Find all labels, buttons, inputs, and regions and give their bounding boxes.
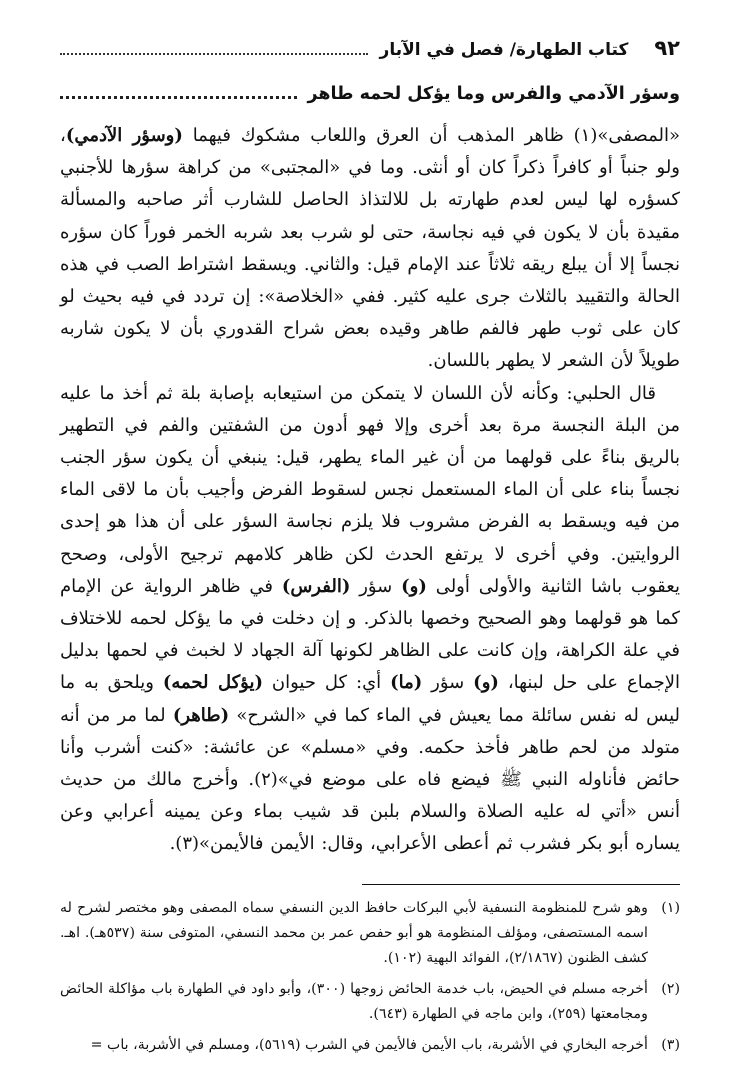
text-run: (٣) bbox=[175, 833, 200, 855]
footnote-number: (١) bbox=[661, 900, 680, 916]
footnote-separator bbox=[362, 884, 680, 885]
body-text bbox=[60, 120, 680, 861]
text-run: أي: كل حيوان bbox=[263, 672, 391, 694]
heading-dotted-leader bbox=[60, 84, 297, 99]
bold-term: (الفرس) bbox=[281, 575, 351, 597]
footnote bbox=[60, 1033, 680, 1058]
bold-term: (و) bbox=[401, 575, 427, 597]
text-run: قال الحلبي: وكأنه لأن اللسان لا يتمكن من استيعابه بإصابة بلة ثم أخذ ما عليه من البلة النجسة مرة بعد أخرى وإلا فهو أدون من الشفتين والفم في التطهير بالريق بناءً على قولهما من أن غير الماء يطهر، قيل: ينبغي أن يكون سؤر الجنب نجساً بناء على أن الماء المستعمل نجس لسقوط الفرض وأجيب بأن ما لاقى الماء من فيه ويسقط به الفرض مشروب فلا يلزم نجاسة السؤر على أن هذا هو إحدى الروايتين. وفي أخرى لا يرتفع الحدث لكن ظاهر كلامهم ترجيح الأولى، وصحح يعقوب باشا الثانية والأولى أولى bbox=[60, 382, 680, 597]
text-run: لما مر من أنه متولد من لحم طاهر فأخذ حكمه. وفي «مسلم» عن عائشة: «كنت أشرب وأنا حائض فأناوله النبي ﷺ فيضع فاه على موضع في» bbox=[60, 704, 680, 791]
text-run: «المصفى» bbox=[597, 125, 680, 146]
running-header bbox=[60, 36, 680, 68]
paragraph bbox=[60, 120, 680, 378]
text-run: . وأخرج مالك من حديث أنس «أتي له عليه الصلاة والسلام بلبن قد شيب بماء وعن يمينه أعرابي وعن يساره أبو بكر فشرب ثم أعطى الأعرابي، وقال: الأيمن فالأيمن» bbox=[60, 769, 680, 855]
running-title: كتاب الطهارة/ فصل في الآبار bbox=[379, 40, 629, 60]
page-number: ٩٢ bbox=[654, 36, 680, 60]
bold-term: (وسؤر الآدمي) bbox=[65, 125, 183, 146]
text-run: ظاهر المذهب أن العرق واللعاب مشكوك فيهما bbox=[182, 125, 574, 146]
text-run: . bbox=[169, 833, 176, 855]
bold-term: (و) bbox=[473, 672, 499, 694]
section-heading-text: وسؤر الآدمي والفرس وما يؤكل لحمه طاهر bbox=[307, 84, 680, 104]
footnote-number: (٣) bbox=[661, 1037, 680, 1053]
footnote-text: أخرجه البخاري في الأشربة، باب الأيمن فالأيمن في الشرب (٥٦١٩)، ومسلم في الأشربة، باب = bbox=[90, 1037, 648, 1053]
text-run: (١) bbox=[573, 125, 598, 146]
footnote-text: أخرجه مسلم في الحيض، باب خدمة الحائض زوجها (٣٠٠)، وأبو داود في الطهارة باب مؤاكلة الحائض ومجامعتها (٢٥٩)، وابن ماجه في الطهارة (٦٤٣). bbox=[60, 981, 648, 1022]
text-run: ويلحق به ما ليس له نفس سائلة مما يعيش في الماء كما في «الشرح» bbox=[60, 672, 680, 726]
bold-term: (يؤكل لحمه) bbox=[162, 672, 263, 694]
footnote-number: (٢) bbox=[661, 981, 680, 997]
header-dotted-leader bbox=[60, 41, 368, 55]
text-run: (٢) bbox=[254, 769, 278, 791]
section-heading bbox=[60, 84, 680, 114]
text-run: سؤر bbox=[350, 575, 402, 597]
footnote-text: وهو شرح للمنظومة النسفية لأبي البركات حافظ الدين النسفي سماه المصفى وهو مختصر لشرح له اسمه المستصفى، ومؤلف المنظومة هو أبو حفص عمر بن محمد النسفي، المتوفى سنة (٥٣٧هـ). اهـ. كشف الظنون (٢/١٨٦٧)، الفوائد البهية (١٠٢). bbox=[60, 900, 648, 966]
text-run: في ظاهر الرواية عن الإمام كما هو قولهما وهو الصحيح وخصها بالذكر. و إن دخلت في ما يؤكل لحمه للاختلاف في علة الكراهة، وإن كانت على الظاهر لكونها آلة الجهاد لا لخبث في لحمها بدليل الإجماع على حل لبنها، bbox=[60, 575, 680, 694]
bold-term: (طاهر) bbox=[172, 704, 230, 726]
footnotes bbox=[60, 896, 680, 1064]
text-run: ، ولو جنباً أو كافراً ذكراً كان أو أنثى. وما في «المجتبى» من كراهة سؤرها للأجنبي كسؤره لها ليس لعدم طهارته بل للالتذاذ الحاصل للشارب أثر صاحبه والمسألة مقيدة بأن لا يكون في فيه نجاسة، حتى لو شرب بعد شربه الخمر فوراً كان سؤره نجساً إلا أن يبلع ريقه ثلاثاً عند الإمام قيل: والثاني. ويسقط اشتراط الصب في هذه الحالة والتقييد بالثلاث جرى عليه كثير. ففي «الخلاصة»: إن تردد في فيه بحيث لو كان على ثوب طهر فالفم طاهر وقيده بعض شراح القدوري بأن لا يكون شاربه طويلاً لأن الشعر لا يطهر باللسان. bbox=[60, 125, 680, 372]
text-run: سؤر bbox=[422, 672, 474, 694]
footnote bbox=[60, 977, 680, 1027]
footnote bbox=[60, 896, 680, 971]
bold-term: (ما) bbox=[390, 672, 423, 694]
paragraph bbox=[60, 378, 680, 861]
